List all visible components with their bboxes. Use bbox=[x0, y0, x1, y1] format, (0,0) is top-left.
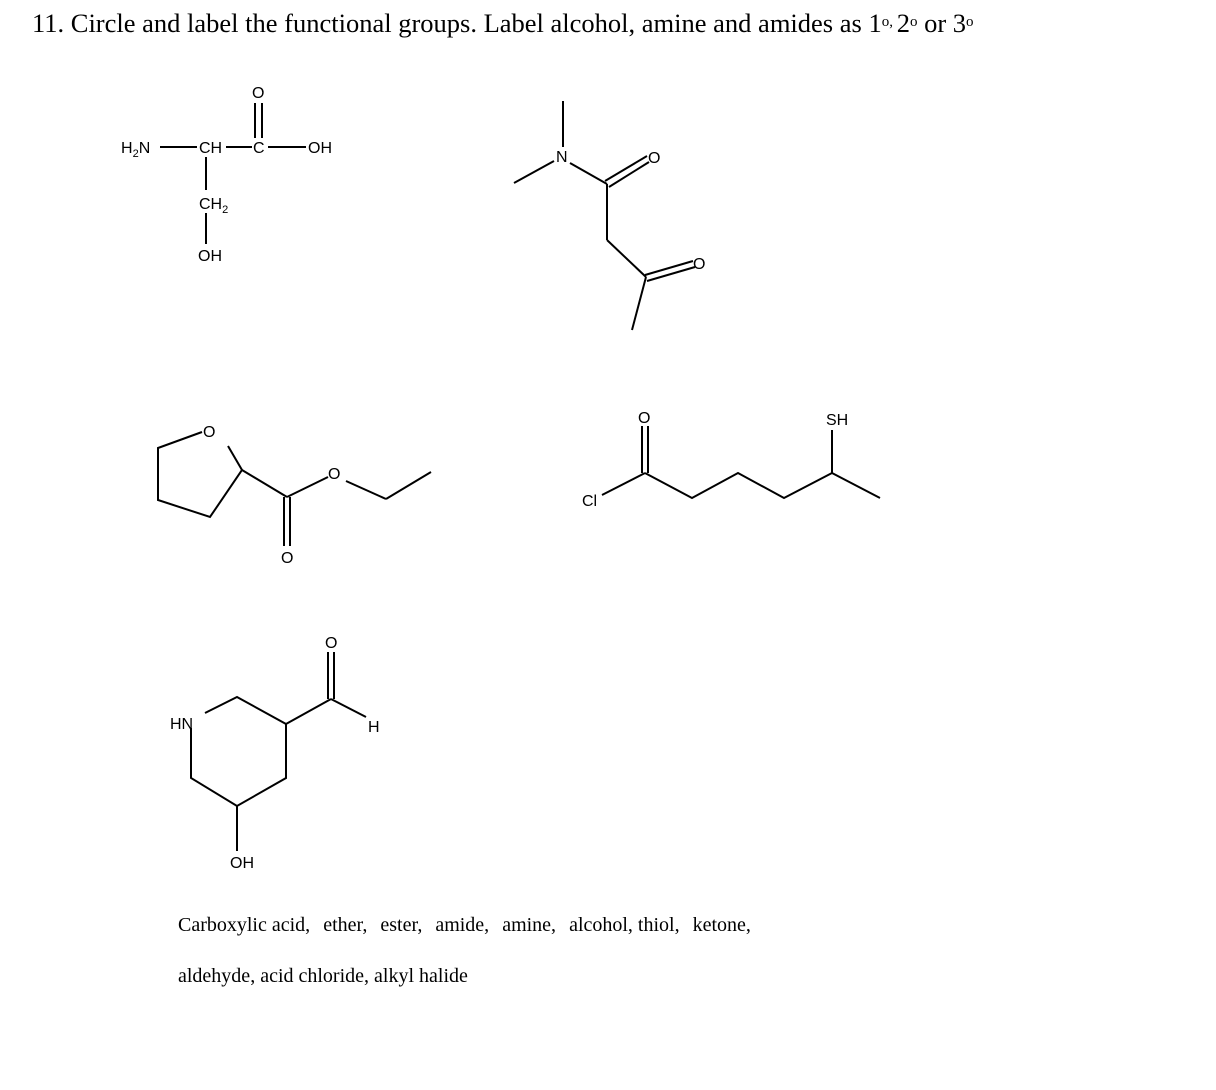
choice: Carboxylic acid, bbox=[178, 914, 311, 936]
degree-mark-1: o, bbox=[881, 14, 897, 30]
atom-sh: SH bbox=[826, 412, 849, 429]
bond bbox=[286, 699, 331, 724]
choice: ester, bbox=[380, 914, 423, 936]
atom-hn: HN bbox=[170, 716, 194, 733]
atom-oh-bottom: OH bbox=[198, 248, 222, 265]
question-number-2: 2 bbox=[896, 8, 910, 38]
atom-o: O bbox=[325, 635, 338, 652]
atom-o-ester: O bbox=[328, 466, 341, 483]
molecule-acid-chloride bbox=[582, 410, 880, 510]
atom-n: N bbox=[138, 140, 151, 157]
molecule-thf-ester bbox=[158, 424, 431, 567]
atom-ch: CH bbox=[199, 140, 223, 157]
bond bbox=[514, 161, 554, 183]
atom-o-top: O bbox=[252, 85, 265, 102]
bond bbox=[242, 470, 287, 497]
atom-ch: CH bbox=[199, 196, 223, 213]
atom-cl: Cl bbox=[582, 493, 598, 510]
ring-bonds bbox=[191, 697, 286, 806]
degree-mark-2: o bbox=[909, 14, 918, 30]
atom-oh: OH bbox=[308, 140, 332, 157]
bond bbox=[346, 481, 386, 499]
atom-c: C bbox=[253, 140, 265, 157]
atom-n: N bbox=[556, 149, 568, 166]
bond bbox=[331, 699, 366, 717]
degree-mark-3: o bbox=[966, 14, 974, 30]
atom-label bbox=[121, 140, 150, 160]
bond bbox=[602, 473, 645, 495]
atom-o: O bbox=[693, 256, 706, 273]
bond bbox=[647, 267, 695, 281]
ring-bonds bbox=[158, 432, 242, 517]
choice: ketone, bbox=[692, 914, 751, 936]
choice: amide, bbox=[435, 914, 490, 936]
choice: alcohol, thiol, bbox=[569, 914, 680, 936]
choice: ether, bbox=[323, 914, 368, 936]
subscript-2: 2 bbox=[222, 204, 229, 216]
question-or-3: or 3 bbox=[917, 8, 967, 38]
atom-o-ring: O bbox=[203, 424, 216, 441]
molecule-piperidine bbox=[170, 635, 380, 872]
atom-label bbox=[199, 196, 228, 216]
bond bbox=[607, 240, 646, 277]
chain-bonds bbox=[645, 473, 880, 498]
subscript-2: 2 bbox=[132, 148, 139, 160]
bond bbox=[287, 477, 328, 497]
question-text: 11. Circle and label the functional groups. Label alcohol, amine and amides as 1 bbox=[32, 8, 882, 38]
atom-h: H bbox=[368, 719, 380, 736]
choices-line-2: aldehyde, acid chloride, alkyl halide bbox=[178, 965, 468, 987]
atom-oh: OH bbox=[230, 855, 254, 872]
bond bbox=[570, 163, 607, 184]
choice: amine, bbox=[502, 914, 557, 936]
bond bbox=[386, 472, 431, 499]
atom-o: O bbox=[638, 410, 651, 427]
bond bbox=[632, 277, 646, 330]
molecule-serine bbox=[121, 85, 332, 265]
molecule-ketoamide bbox=[514, 101, 705, 330]
bond bbox=[645, 261, 693, 275]
atom-o-carbonyl: O bbox=[281, 550, 294, 567]
atom-o: O bbox=[648, 150, 661, 167]
choices-line-1 bbox=[178, 914, 764, 937]
atom-h: H bbox=[121, 140, 133, 157]
